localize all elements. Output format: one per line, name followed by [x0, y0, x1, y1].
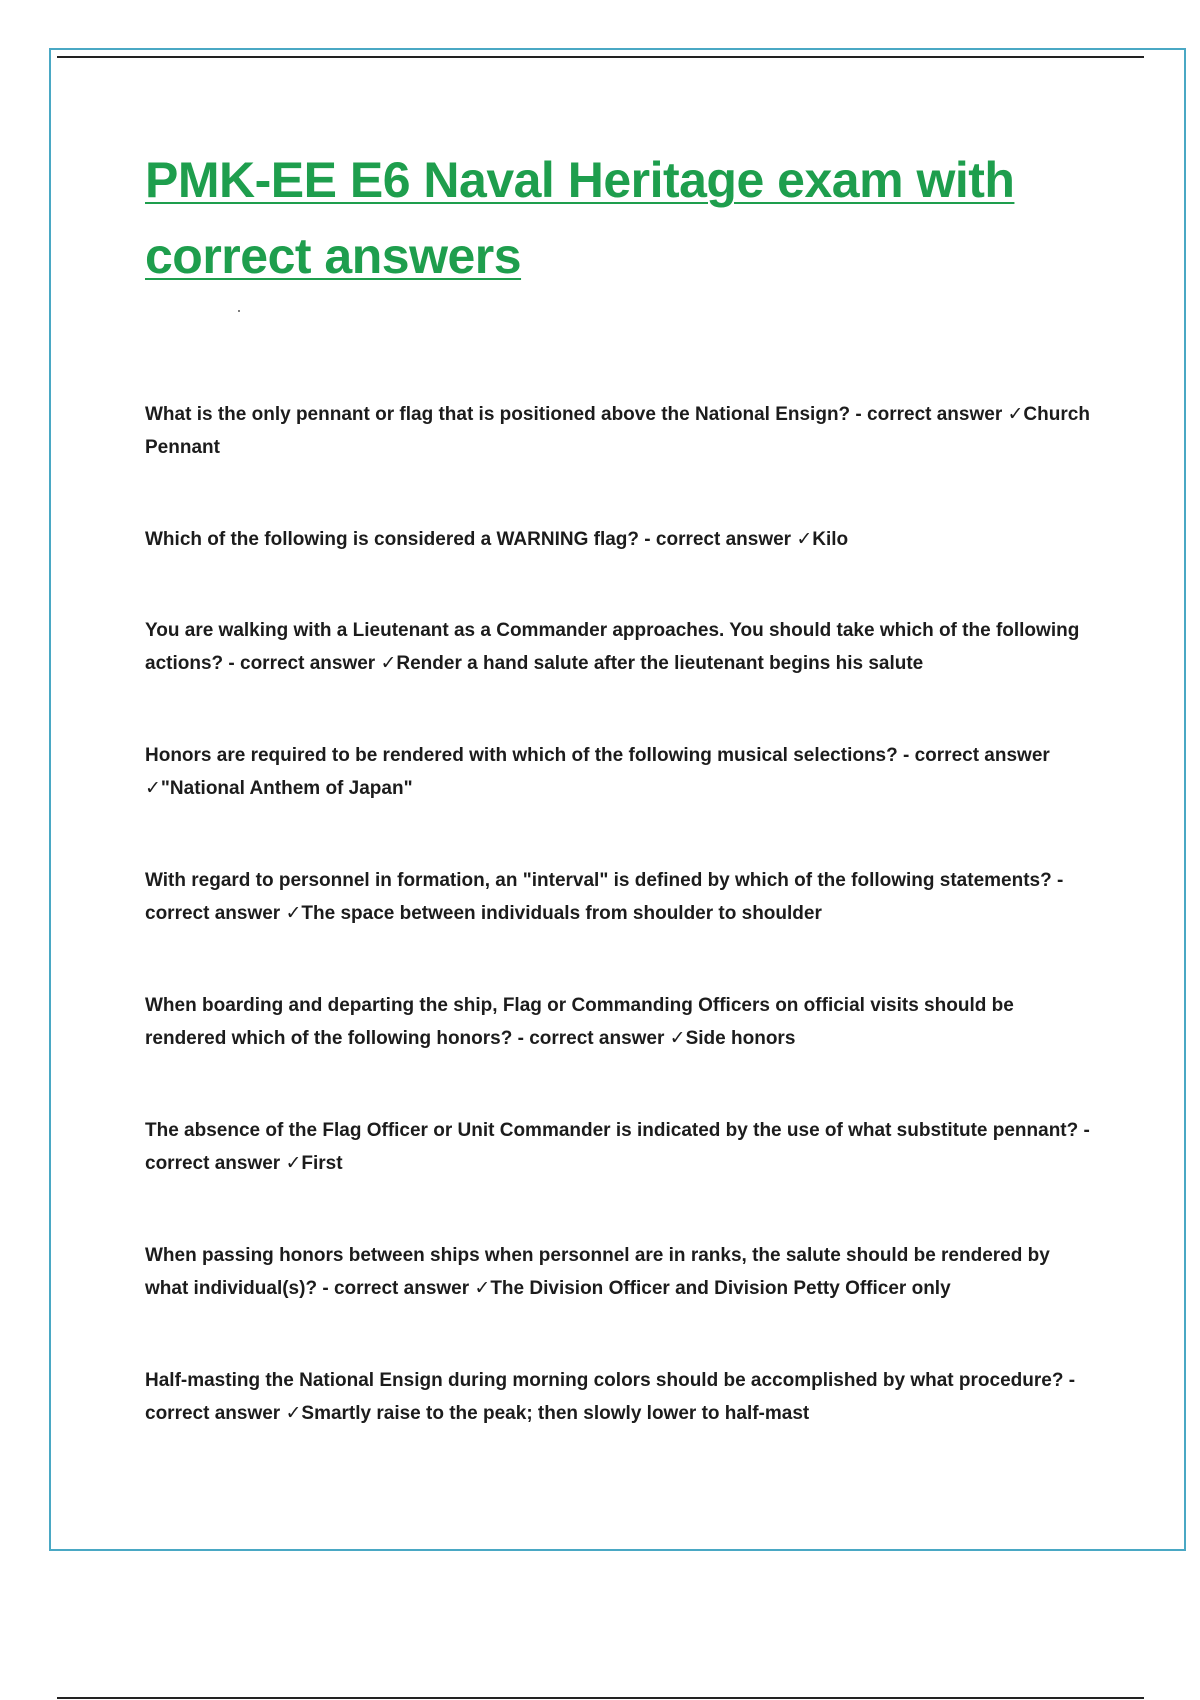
question-text: With regard to personnel in formation, an "interval" is defined by which of the following statements? - correct answer — [145, 869, 1064, 924]
answer-text: Kilo — [812, 529, 849, 550]
answer-text: Church Pennant — [145, 404, 1090, 458]
question-text: Honors are required to be rendered with which of the following musical selections? - correct answer — [145, 744, 1050, 766]
question-text: When passing honors between ships when personnel are in ranks, the salute should be rendered by what individual(s)? - correct answer — [145, 1244, 1050, 1299]
question-text: Which of the following is considered a WARNING flag? - correct answer — [145, 529, 797, 550]
question-text: When boarding and departing the ship, Flag or Commanding Officers on official visits should be rendered which of the following honors? - correct answer — [145, 994, 1014, 1049]
answer-text: "National Anthem of Japan" — [160, 778, 413, 799]
answer-text: Render a hand salute after the lieutenant begins his salute — [396, 653, 924, 674]
checkmark-icon: ✓ — [474, 1277, 491, 1299]
qa-item — [145, 1240, 1090, 1306]
checkmark-icon: ✓ — [285, 1402, 302, 1424]
checkmark-icon: ✓ — [796, 528, 813, 550]
qa-item — [145, 1115, 1090, 1181]
qa-item — [145, 740, 1090, 806]
answer-text: The space between individuals from shoulder to shoulder — [301, 903, 822, 924]
qa-item — [145, 523, 1090, 557]
qa-item — [145, 865, 1090, 931]
checkmark-icon: ✓ — [380, 652, 397, 674]
top-rule — [57, 56, 1144, 58]
qa-list — [145, 398, 1090, 1490]
checkmark-icon: ✓ — [285, 1152, 302, 1174]
answer-text: Smartly raise to the peak; then slowly lower to half-mast — [301, 1403, 810, 1424]
question-text: You are walking with a Lieutenant as a Commander approaches. You should take which of the following actions? - correct answer — [145, 619, 1080, 674]
question-text: What is the only pennant or flag that is positioned above the National Ensign? - correct answer — [145, 404, 1008, 425]
qa-item — [145, 990, 1090, 1056]
answer-text: The Division Officer and Division Petty Officer only — [490, 1278, 951, 1299]
document-title: PMK-EE E6 Naval Heritage exam with correct answers — [145, 152, 1015, 284]
stray-dot — [238, 310, 240, 312]
checkmark-icon: ✓ — [669, 1027, 686, 1049]
bottom-rule — [57, 1697, 1144, 1699]
qa-item — [145, 615, 1090, 681]
answer-text: First — [301, 1153, 343, 1174]
checkmark-icon: ✓ — [1007, 403, 1024, 425]
qa-item — [145, 1365, 1090, 1431]
question-text: Half-masting the National Ensign during morning colors should be accomplished by what procedure? - correct answer — [145, 1369, 1076, 1424]
question-text: The absence of the Flag Officer or Unit Commander is indicated by the use of what substitute pennant? - correct answer — [145, 1119, 1090, 1174]
qa-item — [145, 398, 1090, 464]
answer-text: Side honors — [685, 1028, 796, 1049]
checkmark-icon: ✓ — [145, 777, 161, 799]
checkmark-icon: ✓ — [285, 902, 302, 924]
